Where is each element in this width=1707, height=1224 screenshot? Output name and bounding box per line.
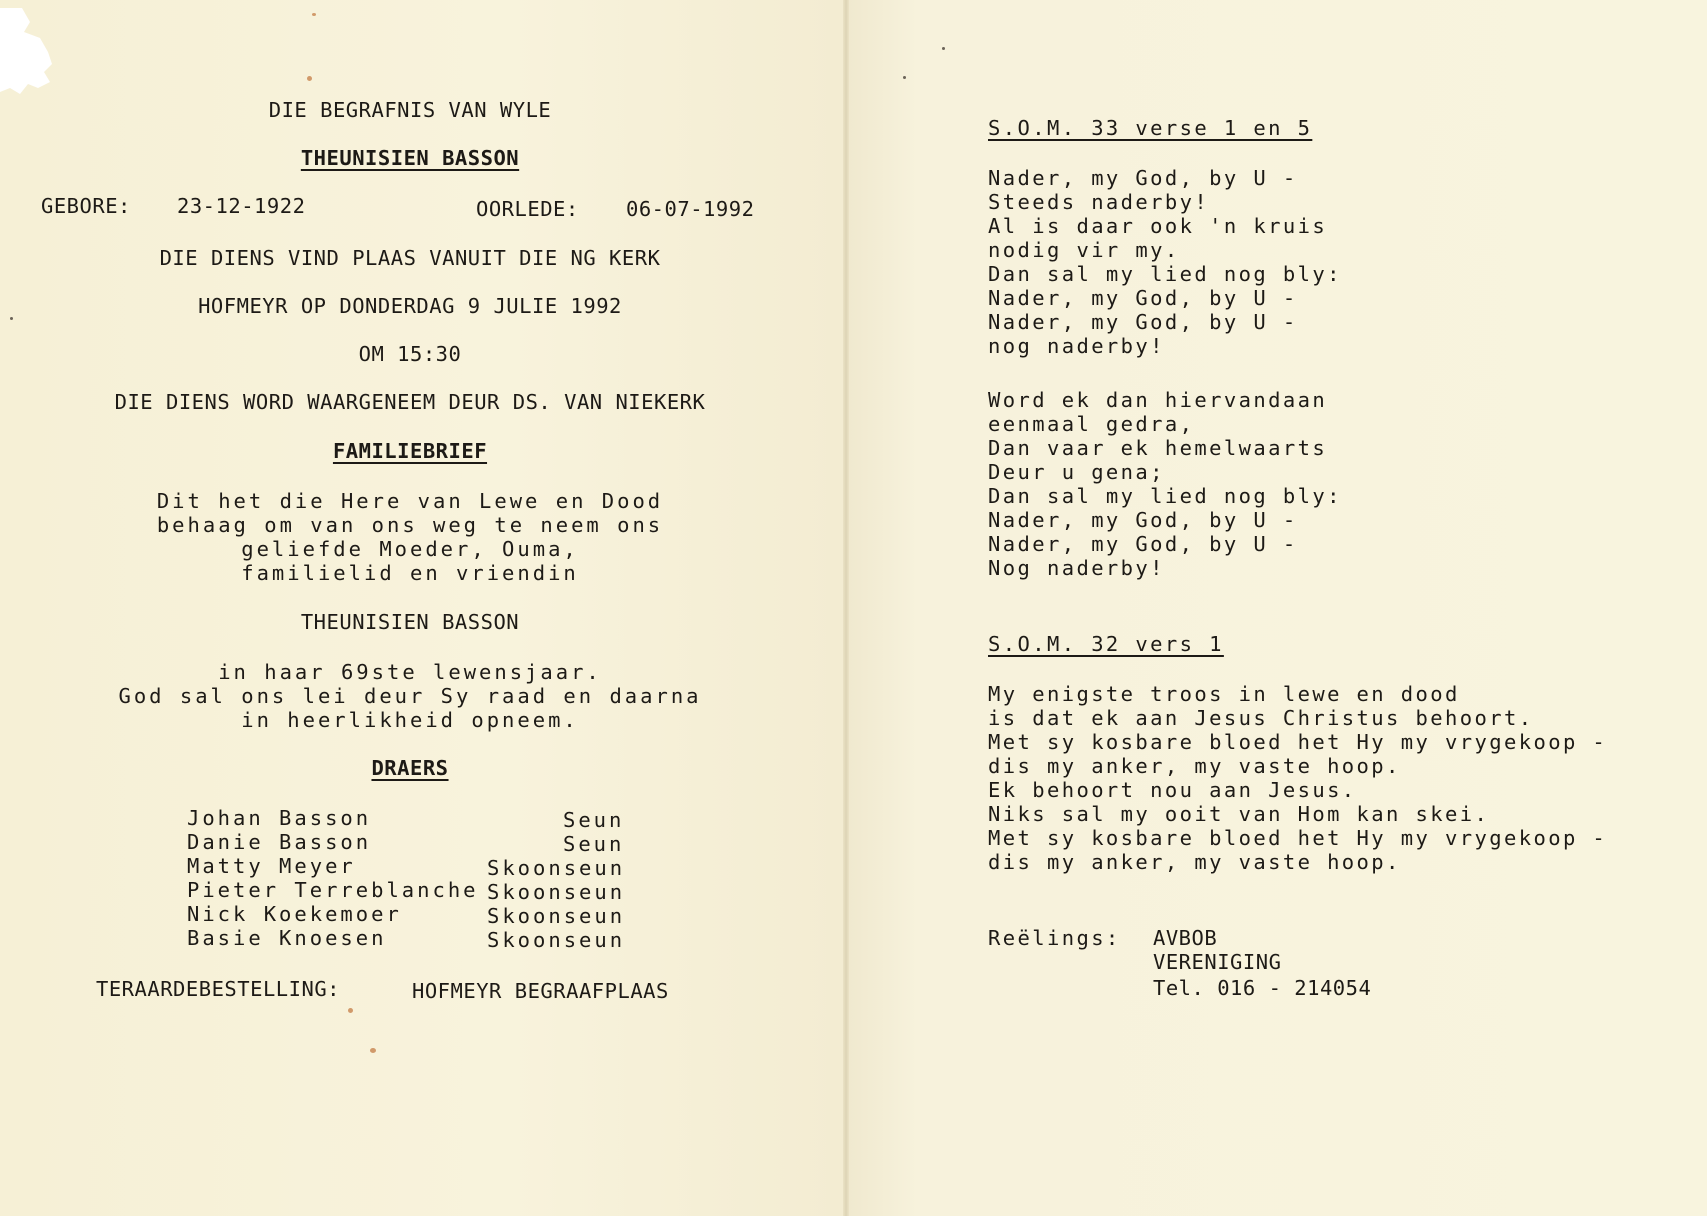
arrangements-line: Tel. 016 - 214054 (1153, 976, 1372, 1000)
paper-speck (307, 76, 312, 81)
hymn-line: is dat ek aan Jesus Christus behoort. (988, 706, 1534, 730)
service-location: DIE DIENS VIND PLAAS VANUIT DIE NG KERK (159, 246, 661, 270)
hymn-line: nodig vir my. (988, 238, 1180, 262)
heading: DIE BEGRAFNIS VAN WYLE (268, 98, 552, 122)
pallbearer-relation: Skoonseun (487, 856, 626, 880)
family-letter-line: Dit het die Here van Lewe en Dood (156, 489, 664, 513)
paper-speck (370, 1048, 376, 1053)
service-time: OM 15:30 (358, 342, 462, 366)
family-letter-closing: God sal ons lei deur Sy raad en daarna (118, 684, 702, 708)
hymn-line: dis my anker, my vaste hoop. (988, 754, 1401, 778)
pallbearer-relation: Seun (563, 808, 625, 832)
paper-speck (348, 1008, 353, 1013)
family-letter-closing: in heerlikheid opneem. (241, 708, 579, 732)
hymn-line: dis my anker, my vaste hoop. (988, 850, 1401, 874)
paper-speck (903, 76, 906, 79)
hymn-line: Niks sal my ooit van Hom kan skei. (988, 802, 1490, 826)
family-letter-line: behaag om van ons weg te neem ons (156, 513, 664, 537)
hymn-line: Ek behoort nou aan Jesus. (988, 778, 1357, 802)
hymn-2-title: S.O.M. 32 vers 1 (988, 632, 1224, 656)
family-letter-line: geliefde Moeder, Ouma, (241, 537, 579, 561)
hymn-line: Nader, my God, by U - (988, 532, 1298, 556)
arrangements-line: VERENIGING (1153, 950, 1282, 974)
paper-speck (942, 47, 945, 50)
pallbearer-relation: Skoonseun (487, 904, 626, 928)
officiant: DIE DIENS WORD WAARGENEEM DEUR DS. VAN NIEKERK (114, 390, 706, 414)
service-date: HOFMEYR OP DONDERDAG 9 JULIE 1992 (198, 294, 622, 318)
pallbearer-name: Johan Basson (187, 806, 372, 830)
family-letter-line: familielid en vriendin (241, 561, 579, 585)
pallbearer-name: Pieter Terreblanche (187, 878, 479, 902)
torn-corner (0, 8, 62, 98)
pallbearer-name: Matty Meyer (187, 854, 356, 878)
hymn-line: Word ek dan hiervandaan (988, 388, 1328, 412)
hymn-line: Nog naderby! (988, 556, 1165, 580)
arrangements-label: Reëlings: (988, 926, 1121, 950)
hymn-line: Deur u gena; (988, 460, 1165, 484)
hymn-line: My enigste troos in lewe en dood (988, 682, 1460, 706)
burial-place: HOFMEYR BEGRAAFPLAAS (412, 979, 669, 1003)
pallbearer-relation: Seun (563, 832, 625, 856)
right-page (849, 0, 1707, 1218)
bottom-edge (0, 1216, 1707, 1224)
hymn-line: Met sy kosbare bloed het Hy my vrygekoop - (988, 730, 1608, 754)
hymn-line: Met sy kosbare bloed het Hy my vrygekoop - (988, 826, 1608, 850)
family-letter-name: THEUNISIEN BASSON (300, 610, 520, 634)
pallbearer-relation: Skoonseun (487, 880, 626, 904)
hymn-line: eenmaal gedra, (988, 412, 1195, 436)
hymn-line: Al is daar ook 'n kruis (988, 214, 1328, 238)
pallbearers-heading: DRAERS (371, 756, 449, 780)
died-date: 06-07-1992 (626, 197, 755, 221)
pallbearer-name: Basie Knoesen (187, 926, 387, 950)
hymn-line: Nader, my God, by U - (988, 286, 1298, 310)
hymn-line: Dan sal my lied nog bly: (988, 484, 1342, 508)
family-letter-heading: FAMILIEBRIEF (332, 439, 488, 463)
hymn-line: Dan sal my lied nog bly: (988, 262, 1342, 286)
hymn-line: Steeds naderby! (988, 190, 1210, 214)
hymn-1-title: S.O.M. 33 verse 1 en 5 (988, 116, 1313, 140)
born-label: GEBORE: (41, 194, 131, 218)
pallbearer-name: Nick Koekemoer (187, 902, 402, 926)
hymn-line: Nader, my God, by U - (988, 166, 1298, 190)
burial-label: TERAARDEBESTELLING: (96, 977, 340, 1001)
born-date: 23-12-1922 (177, 194, 306, 218)
pallbearer-relation: Skoonseun (487, 928, 626, 952)
hymn-line: Nader, my God, by U - (988, 310, 1298, 334)
paper-speck (312, 13, 316, 16)
family-letter-closing: in haar 69ste lewensjaar. (218, 660, 602, 684)
hymn-line: Nader, my God, by U - (988, 508, 1298, 532)
pallbearer-name: Danie Basson (187, 830, 372, 854)
arrangements-line: AVBOB (1153, 926, 1218, 950)
hymn-line: Dan vaar ek hemelwaarts (988, 436, 1328, 460)
died-label: OORLEDE: (476, 197, 579, 221)
left-page (0, 0, 845, 1218)
deceased-name: THEUNISIEN BASSON (300, 146, 520, 170)
hymn-line: nog naderby! (988, 334, 1165, 358)
